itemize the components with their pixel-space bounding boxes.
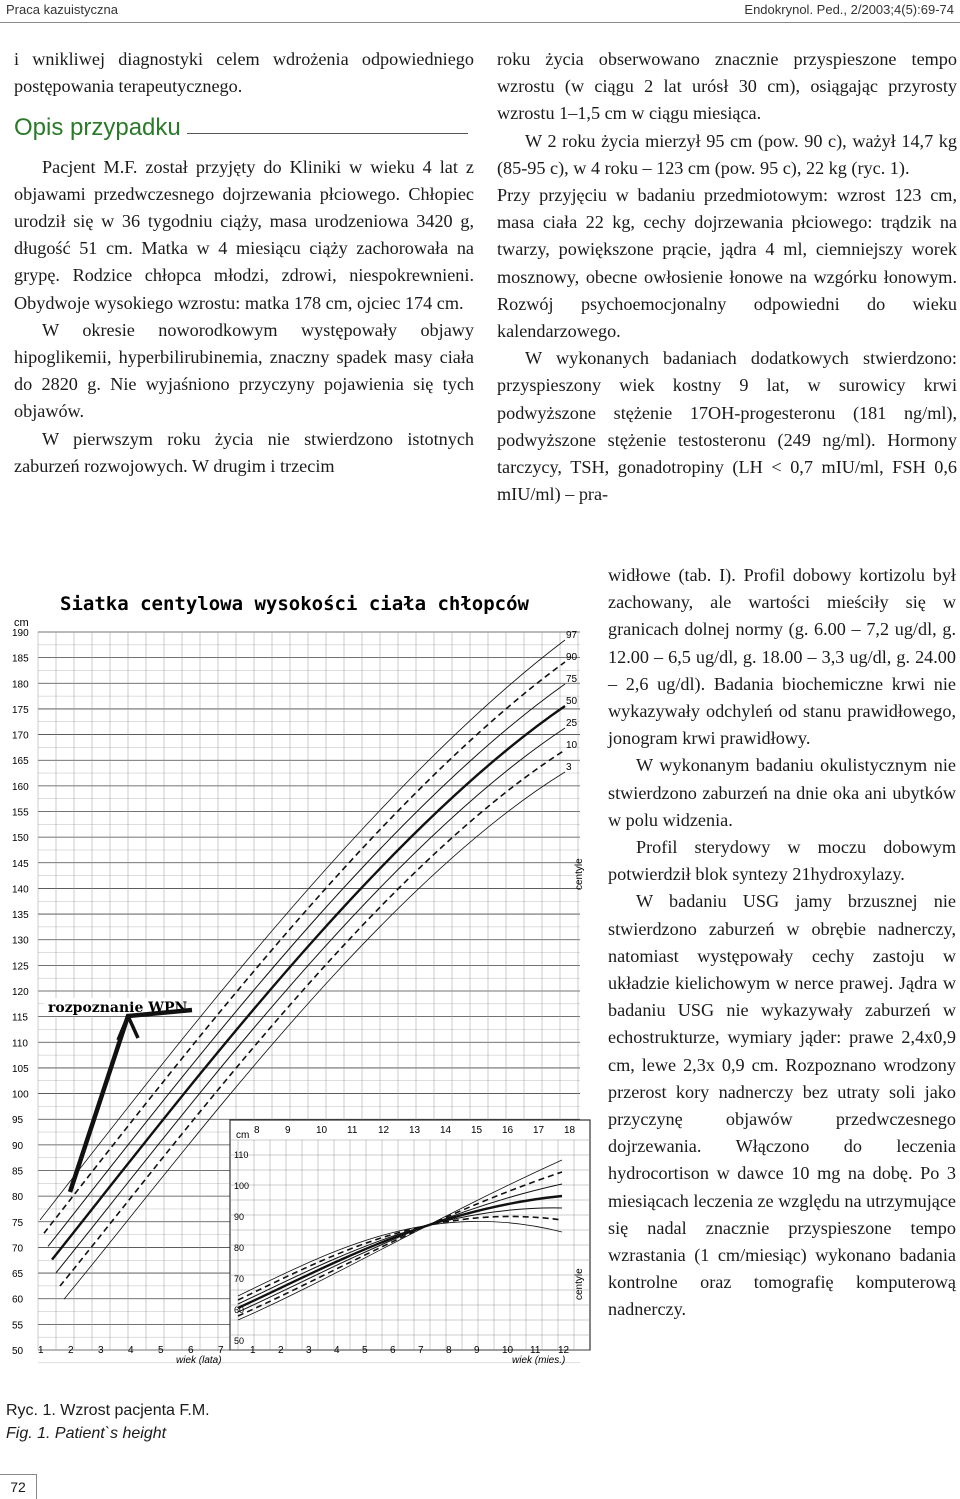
- page-header: [0, 0, 960, 23]
- inset-x-axis-label: wiek (mies.): [512, 1355, 566, 1366]
- y-tick-label: 75: [12, 1217, 24, 1229]
- y-unit-label: cm: [14, 617, 29, 629]
- inset-top-tick-label: 10: [316, 1125, 328, 1136]
- inset-top-tick-label: 8: [254, 1125, 260, 1136]
- y-tick-label: 150: [12, 833, 29, 845]
- inset-x-tick-label: 8: [446, 1345, 452, 1356]
- y-tick-label: 180: [12, 679, 29, 691]
- y-tick-label: 130: [12, 935, 29, 947]
- y-tick-label: 115: [12, 1012, 28, 1024]
- x-tick-label: 3: [98, 1345, 104, 1356]
- inset-top-tick-label: 17: [533, 1125, 545, 1136]
- paragraph: Pacjent M.F. został przyjęty do Kliniki w wieku 4 lat z objawami przedwczesnego dojrzewania płciowego. Chłopiec urodził się w 36 tygodniu ciąży, masa urodzeniowa 3420 g, długość 51 cm. Matka w 4 miesiącu ciąży zachorowała na grypę. Rodzice chłopca młodzi, zdrowi, niespokrewnieni. Obydwoje wysokiego wzrostu: matka 178 cm, ojciec 174 cm.: [14, 156, 474, 313]
- inset-x-tick-label: 6: [390, 1345, 396, 1356]
- x-tick-label: 2: [68, 1345, 74, 1356]
- inset-top-tick-label: 16: [502, 1125, 514, 1136]
- y-tick-label: 125: [12, 961, 29, 973]
- paragraph: W wykonanych badaniach dodatkowych stwierdzono: przyspieszony wiek kostny 9 lat, w surowicy krwi podwyższone stężenie 17OH-progesteronu (181 ng/ml), podwyższone stężenie testosteronu (249 ng/ml). Hormony tarczycy, TSH, gonadotropiny (LH < 0,7 mIU/ml, FSH 0,6 mIU/ml) – pra-: [497, 348, 957, 505]
- y-tick-label: 160: [12, 781, 29, 793]
- inset-x-tick-label: 1: [250, 1345, 256, 1356]
- inset-top-tick-label: 9: [285, 1125, 291, 1136]
- x-tick-label: 5: [158, 1345, 164, 1356]
- percentile-label: 97: [566, 630, 578, 641]
- y-tick-label: 185: [12, 653, 29, 665]
- inset-x-tick-label: 5: [362, 1345, 368, 1356]
- percentile-label: 3: [566, 762, 572, 773]
- inset-y-unit: cm: [236, 1130, 250, 1141]
- inset-y-tick-label: 90: [234, 1212, 245, 1222]
- y-tick-label: 145: [12, 858, 29, 870]
- y-tick-labels: [12, 628, 29, 1357]
- inset-y-tick-label: 60: [234, 1305, 245, 1315]
- percentile-label: 10: [566, 740, 578, 751]
- figure-caption-en: Fig. 1. Patient`s height: [6, 1425, 167, 1442]
- inset-centyle-label: centyle: [574, 1268, 585, 1300]
- patient-annotation: [44, 998, 192, 1192]
- x-tick-label: 1: [38, 1345, 44, 1356]
- x-axis-label: wiek (lata): [176, 1355, 222, 1366]
- figure-caption-pl: Ryc. 1. Wzrost pacjenta F.M.: [6, 1402, 210, 1419]
- header-right: Endokrynol. Ped., 2/2003;4(5):69-74: [744, 2, 954, 17]
- y-tick-label: 165: [12, 756, 29, 768]
- inset-x-tick-label: 10: [502, 1345, 514, 1356]
- inset-x-tick-label: 7: [418, 1345, 424, 1356]
- header-left: Praca kazuistyczna: [6, 2, 118, 17]
- inset-x-tick-label: 2: [278, 1345, 284, 1356]
- y-tick-label: 55: [12, 1320, 24, 1332]
- y-tick-label: 105: [12, 1063, 29, 1075]
- y-tick-label: 100: [12, 1089, 29, 1101]
- x-tick-label: 7: [218, 1345, 224, 1356]
- paragraph: W wykonanym badaniu okulistycznym nie stwierdzono zaburzeń na dnie oka ani ubytków w polu widzenia.: [608, 755, 956, 830]
- y-tick-label: 65: [12, 1269, 24, 1281]
- y-tick-label: 120: [12, 987, 29, 998]
- percentile-label: 90: [566, 652, 578, 663]
- y-tick-label: 190: [12, 628, 29, 639]
- paragraph: Profil sterydowy w moczu dobowym potwierdził blok syntezy 21hydroxylazy.: [608, 837, 956, 885]
- y-tick-label: 70: [12, 1243, 24, 1255]
- growth-chart-figure: [0, 580, 600, 1380]
- chart-title: Siatka centylowa wysokości ciała chłopców: [60, 593, 529, 615]
- y-tick-label: 155: [12, 807, 29, 819]
- y-tick-label: 50: [12, 1346, 24, 1357]
- annotation-text: rozpoznanie WPN: [48, 1000, 188, 1016]
- paragraph: W 2 roku życia mierzył 95 cm (pow. 90 c), ważył 14,7 kg (85-95 c), w 4 roku – 123 cm (pow. 95 c), 22 kg (ryc. 1).: [497, 130, 957, 178]
- inset-top-tick-label: 12: [378, 1125, 390, 1136]
- y-tick-label: 135: [12, 910, 29, 922]
- patient-height-line: [70, 1010, 192, 1192]
- inset-y-tick-label: 50: [234, 1336, 245, 1346]
- inset-y-tick-label: 110: [234, 1150, 249, 1160]
- y-tick-label: 90: [12, 1140, 24, 1152]
- inset-x-tick-label: 4: [334, 1345, 340, 1356]
- centyle-label: centyle: [574, 858, 585, 890]
- y-tick-label: 60: [12, 1294, 24, 1306]
- inset-top-tick-label: 14: [440, 1125, 452, 1136]
- intro-paragraph: i wnikliwej diagnostyki celem wdrożenia odpowiedniego postępowania terapeutycznego.: [14, 49, 474, 97]
- inset-y-tick-label: 80: [234, 1243, 245, 1253]
- right-column-narrow: [608, 562, 956, 1324]
- inset-top-tick-label: 11: [347, 1125, 358, 1136]
- y-tick-label: 85: [12, 1166, 24, 1178]
- y-tick-label: 80: [12, 1192, 24, 1204]
- y-tick-label: 110: [12, 1038, 28, 1050]
- y-tick-label: 140: [12, 884, 29, 896]
- inset-x-tick-label: 11: [530, 1345, 541, 1356]
- inset-x-tick-label: 12: [558, 1345, 570, 1356]
- x-tick-label: 4: [128, 1345, 134, 1356]
- inset-x-tick-label: 9: [474, 1345, 480, 1356]
- paragraph: Przy przyjęciu w badaniu przedmiotowym: wzrost 123 cm, masa ciała 22 kg, cechy dojrzewania płciowego: trądzik na twarzy, powiększone prącie, jądra 4 ml, ciemniejszy worek mosznowy, obecne owłosienie łonowe na wzgórku łonowym. Rozwój psychoemocjonalny odpowiedni do wieku kalendarzowego.: [497, 185, 957, 342]
- y-tick-label: 170: [12, 730, 29, 742]
- percentile-label: 25: [566, 718, 578, 729]
- y-tick-label: 175: [12, 704, 29, 716]
- y-tick-label: 95: [12, 1115, 24, 1127]
- section-heading: [14, 114, 474, 141]
- percentile-label: 50: [566, 696, 578, 707]
- x-tick-label: 6: [188, 1345, 194, 1356]
- inset-x-tick-label: 3: [306, 1345, 312, 1356]
- inset-y-tick-label: 100: [234, 1181, 250, 1191]
- inset-top-tick-label: 18: [564, 1125, 576, 1136]
- section-title: Opis przypadku: [14, 114, 181, 142]
- paragraph: W badaniu USG jamy brzusznej nie stwierdzono zaburzeń w obrębie nadnerczy, natomiast występowały cechy zastoju w układzie kielichowym w nerce prawej. Jądra w badaniu USG nie wykazywały zaburzeń w echostrukturze, wymiary jąder: prawe 2,4x0,9 cm, lewe 2,3x 0,9 cm. Rozpoznano wrodzony przerost kory nadnerczy bez utraty soli jako przyczynę objawów przedwczesnego dojrzewania. Włączono do leczenia hydrocortison w dawce 10 mg na dobę. Po 3 miesiącach leczenia ze względu na utrzymujące się nadal znacznie przyspieszone tempo wzrastania (1 cm/miesiąc) wykonano badania kontrolne oraz tomografię komputerową nadnerczy.: [608, 891, 956, 1320]
- inset-y-tick-label: 70: [234, 1274, 245, 1284]
- section-rule: [187, 133, 468, 134]
- inset-top-tick-label: 13: [409, 1125, 421, 1136]
- paragraph: widłowe (tab. I). Profil dobowy kortizolu był zachowany, ale wartości mieściły się w granicach dolnej normy (g. 6.00 – 7,2 ug/dl, g. 12.00 – 6,5 ug/dl, g. 18.00 – 3,3 ug/dl, g. 24.00 – 2,6 ug/dl). Badania biochemiczne krwi nie wykazywały odchyleń od stanu prawidłowego, jonogram krwi prawidłowy.: [608, 565, 956, 749]
- left-column: [14, 46, 474, 480]
- percentile-label: 75: [566, 674, 578, 685]
- paragraph: W okresie noworodkowym występowały objawy hipoglikemii, hyperbilirubinemia, znaczny spadek masy ciała do 2820 g. Nie wyjaśniono przyczyny pojawienia się tych objawów.: [14, 319, 474, 422]
- paragraph: W pierwszym roku życia nie stwierdzono istotnych zaburzeń rozwojowych. W drugim i trzecim: [14, 428, 474, 476]
- page-number: 72: [0, 1474, 37, 1499]
- paragraph: roku życia obserwowano znacznie przyspieszone tempo wzrostu (w ciągu 2 lat urósł 30 cm), osiągając przyrosty wzrostu 1–1,5 cm w ciągu miesiąca.: [497, 49, 957, 124]
- right-column: [497, 46, 957, 508]
- inset-top-tick-label: 15: [471, 1125, 483, 1136]
